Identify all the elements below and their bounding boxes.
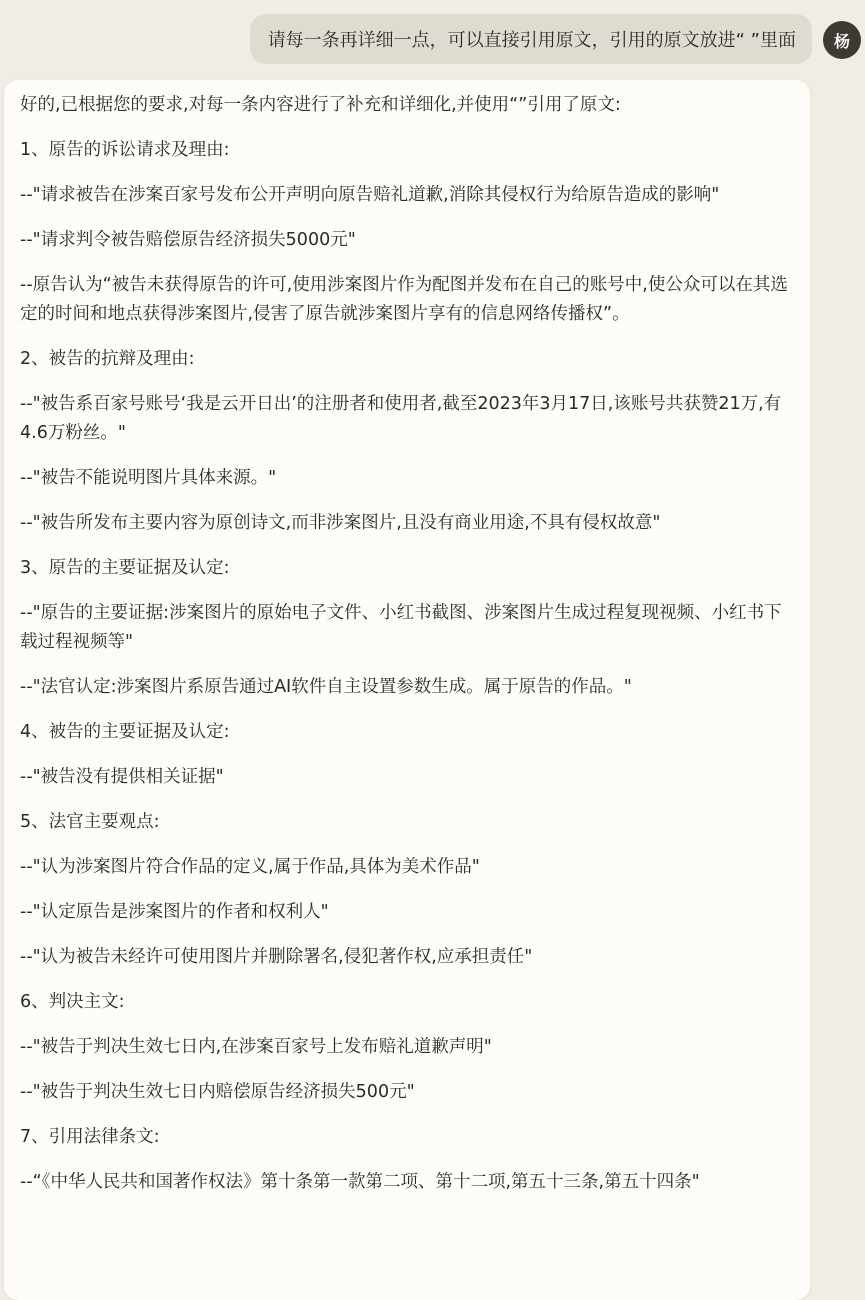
quote-item: --"被告于判决生效七日内,在涉案百家号上发布赔礼道歉声明" [20,1037,492,1057]
quote-item: --"认定原告是涉案图片的作者和权利人" [20,902,329,922]
section-heading-judge-views: 5、法官主要观点: [20,812,160,832]
section-heading-plaintiff-claims: 1、原告的诉讼请求及理由: [20,140,230,160]
user-message-row [0,14,865,66]
quote-item: --"法官认定:涉案图片系原告通过AI软件自主设置参数生成。属于原告的作品。" [20,677,632,697]
section-heading-legal-provisions: 7、引用法律条文: [20,1127,160,1147]
quote-item: --"被告系百家号账号‘我是云开日出’的注册者和使用者,截至2023年3月17日,该账号共获赞21万,有4.6万粉丝。" [20,394,782,443]
quote-item: --"被告没有提供相关证据" [20,767,224,787]
quote-item: --"被告所发布主要内容为原创诗文,而非涉案图片,且没有商业用途,不具有侵权故意" [20,513,661,533]
section-heading-defendant-evidence: 4、被告的主要证据及认定: [20,722,230,742]
assistant-message [4,80,810,1300]
assistant-intro: 好的,已根据您的要求,对每一条内容进行了补充和详细化,并使用“”引用了原文: [20,95,621,115]
quote-item: --"被告不能说明图片具体来源。" [20,468,277,488]
quote-item: --"被告于判决生效七日内赔偿原告经济损失500元" [20,1082,415,1102]
quote-item: --"请求被告在涉案百家号发布公开声明向原告赔礼道歉,消除其侵权行为给原告造成的影响" [20,185,720,205]
quote-item: --"认为涉案图片符合作品的定义,属于作品,具体为美术作品" [20,857,480,877]
quote-item: --“《中华人民共和国著作权法》第十条第一款第二项、第十二项,第五十三条,第五十四条" [20,1172,700,1192]
quote-item: --"原告的主要证据:涉案图片的原始电子文件、小红书截图、涉案图片生成过程复现视频、小红书下载过程视频等" [20,603,782,652]
quote-item: --"认为被告未经许可使用图片并删除署名,侵犯著作权,应承担责任" [20,947,533,967]
quote-item: --"请求判令被告赔偿原告经济损失5000元" [20,230,356,250]
user-avatar[interactable]: 杨 [823,21,861,59]
quote-item: --原告认为“被告未获得原告的许可,使用涉案图片作为配图并发布在自己的账号中,使公众可以在其选定的时间和地点获得涉案图片,侵害了原告就涉案图片享有的信息网络传播权”。 [20,275,788,324]
section-heading-plaintiff-evidence: 3、原告的主要证据及认定: [20,558,230,578]
section-heading-defendant-defense: 2、被告的抗辩及理由: [20,349,195,369]
section-heading-judgment: 6、判决主文: [20,992,125,1012]
user-message-bubble: 请每一条再详细一点，可以直接引用原文，引用的原文放进“ ”里面 [250,14,812,64]
